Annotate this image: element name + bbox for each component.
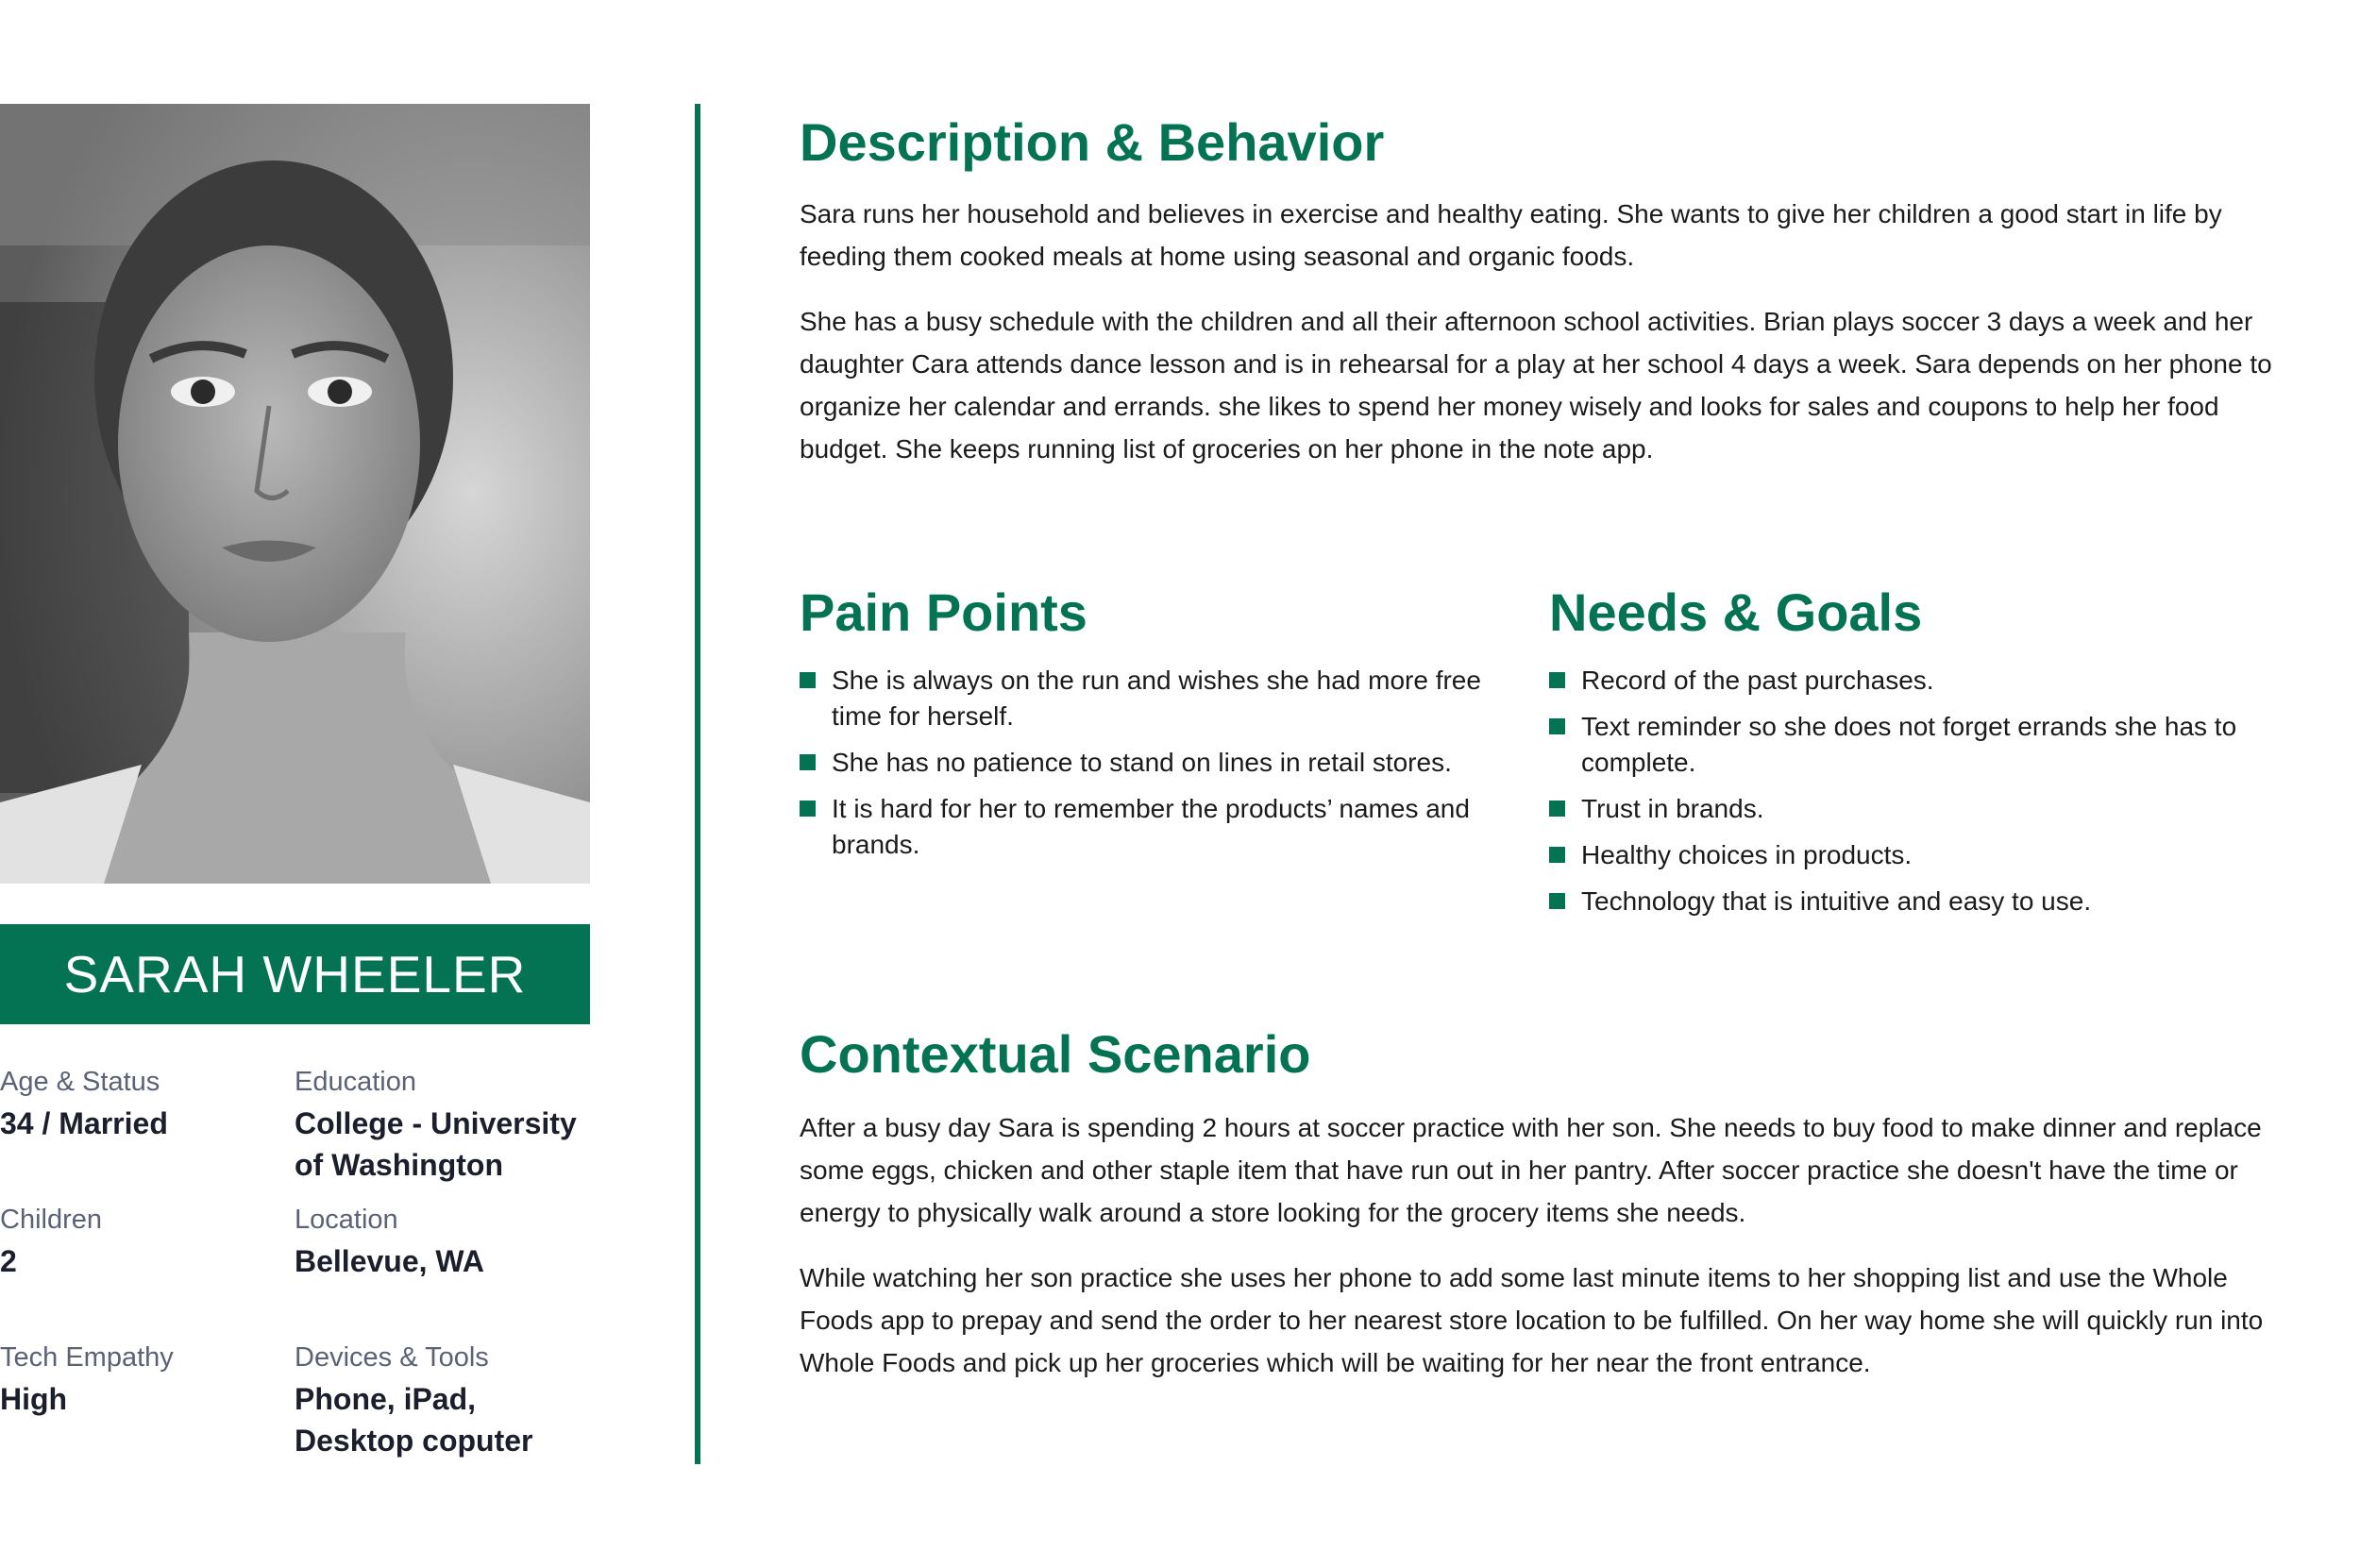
- fact-label: Age & Status: [0, 1067, 160, 1097]
- scenario-paragraph: While watching her son practice she uses her phone to add some last minute items to her shopping list and use the Whole Foods app to prepay and send the order to her nearest store location to be fulfilled. On her way home she will quickly run into Whole Foods and pick up her groceries which will be waiting for her near the front entrance.: [800, 1263, 2264, 1377]
- list-item-text: Record of the past purchases.: [1581, 666, 1934, 695]
- list-item-text: Healthy choices in products.: [1581, 840, 1913, 869]
- description-paragraph: Sara runs her household and believes in exercise and healthy eating. She wants to give her children a good start in life by feeding them cooked meals at home using seasonal and organic foods.: [800, 199, 2222, 271]
- fact-value: 2: [0, 1244, 17, 1278]
- list-item-text: Technology that is intuitive and easy to use.: [1581, 886, 2092, 916]
- fact-label: Children: [0, 1205, 102, 1235]
- persona-name: SARAH WHEELER: [0, 924, 590, 1024]
- list-item-text: Text reminder so she does not forget errands she has to complete.: [1581, 712, 2237, 777]
- persona-photo: [0, 104, 590, 884]
- fact-location: [295, 1203, 578, 1282]
- description-paragraph: She has a busy schedule with the children and all their afternoon school activities. Brian plays soccer 3 days a week and her daughter Cara attends dance lesson and is in rehearsal for a play at her school 4 days a week. Sara depends on her phone to organize her calendar and errands. she likes to spend her money wisely and looks for sales and coupons to help her food budget. She keeps running list of groceries on her phone in the note app.: [800, 307, 2272, 464]
- bullet-square-icon: [1549, 801, 1565, 817]
- fact-label: Location: [295, 1205, 398, 1235]
- pain-points-title: Pain Points: [800, 582, 1087, 642]
- needs-goals-list: [1549, 663, 2267, 930]
- fact-value: High: [0, 1382, 68, 1416]
- bullet-square-icon: [1549, 893, 1565, 909]
- fact-label: Tech Empathy: [0, 1342, 174, 1373]
- scenario-paragraph: After a busy day Sara is spending 2 hours at soccer practice with her son. She needs to buy food to make dinner and replace some eggs, chicken and other staple item that have run out in her pantry. After soccer practice she doesn't have the time or energy to physically walk around a store looking for the grocery items she needs.: [800, 1113, 2262, 1227]
- needs-goals-title: Needs & Goals: [1549, 582, 1923, 642]
- bullet-square-icon: [800, 672, 816, 688]
- fact-devices-tools: [295, 1340, 578, 1461]
- fact-value: Phone, iPad, Desktop coputer: [295, 1382, 533, 1458]
- vertical-divider: [695, 104, 700, 1464]
- portrait-illustration: [0, 104, 590, 884]
- fact-label: Devices & Tools: [295, 1342, 489, 1373]
- list-item: [1549, 663, 2267, 699]
- list-item: [1549, 884, 2267, 919]
- description-title: Description & Behavior: [800, 112, 1385, 172]
- fact-education: [295, 1065, 578, 1186]
- list-item-text: It is hard for her to remember the products’ names and brands.: [832, 794, 1470, 859]
- pain-points-list: [800, 663, 1498, 873]
- fact-tech-empathy: [0, 1340, 283, 1420]
- fact-value: Bellevue, WA: [295, 1244, 484, 1278]
- bullet-square-icon: [800, 754, 816, 770]
- list-item: [1549, 837, 2267, 873]
- list-item: [1549, 709, 2267, 781]
- list-item: [800, 791, 1498, 863]
- bullet-square-icon: [1549, 672, 1565, 688]
- list-item-text: Trust in brands.: [1581, 794, 1764, 823]
- fact-children: [0, 1203, 283, 1282]
- fact-value: 34 / Married: [0, 1106, 168, 1140]
- list-item: [800, 745, 1498, 781]
- scenario-title: Contextual Scenario: [800, 1024, 1311, 1084]
- fact-value: College - University of Washington: [295, 1106, 577, 1182]
- list-item-text: She has no patience to stand on lines in retail stores.: [832, 748, 1452, 777]
- list-item: [800, 663, 1498, 734]
- fact-age-status: [0, 1065, 283, 1144]
- bullet-square-icon: [1549, 847, 1565, 863]
- bullet-square-icon: [1549, 718, 1565, 734]
- fact-label: Education: [295, 1067, 416, 1097]
- list-item: [1549, 791, 2267, 827]
- bullet-square-icon: [800, 801, 816, 817]
- list-item-text: She is always on the run and wishes she had more free time for herself.: [832, 666, 1481, 731]
